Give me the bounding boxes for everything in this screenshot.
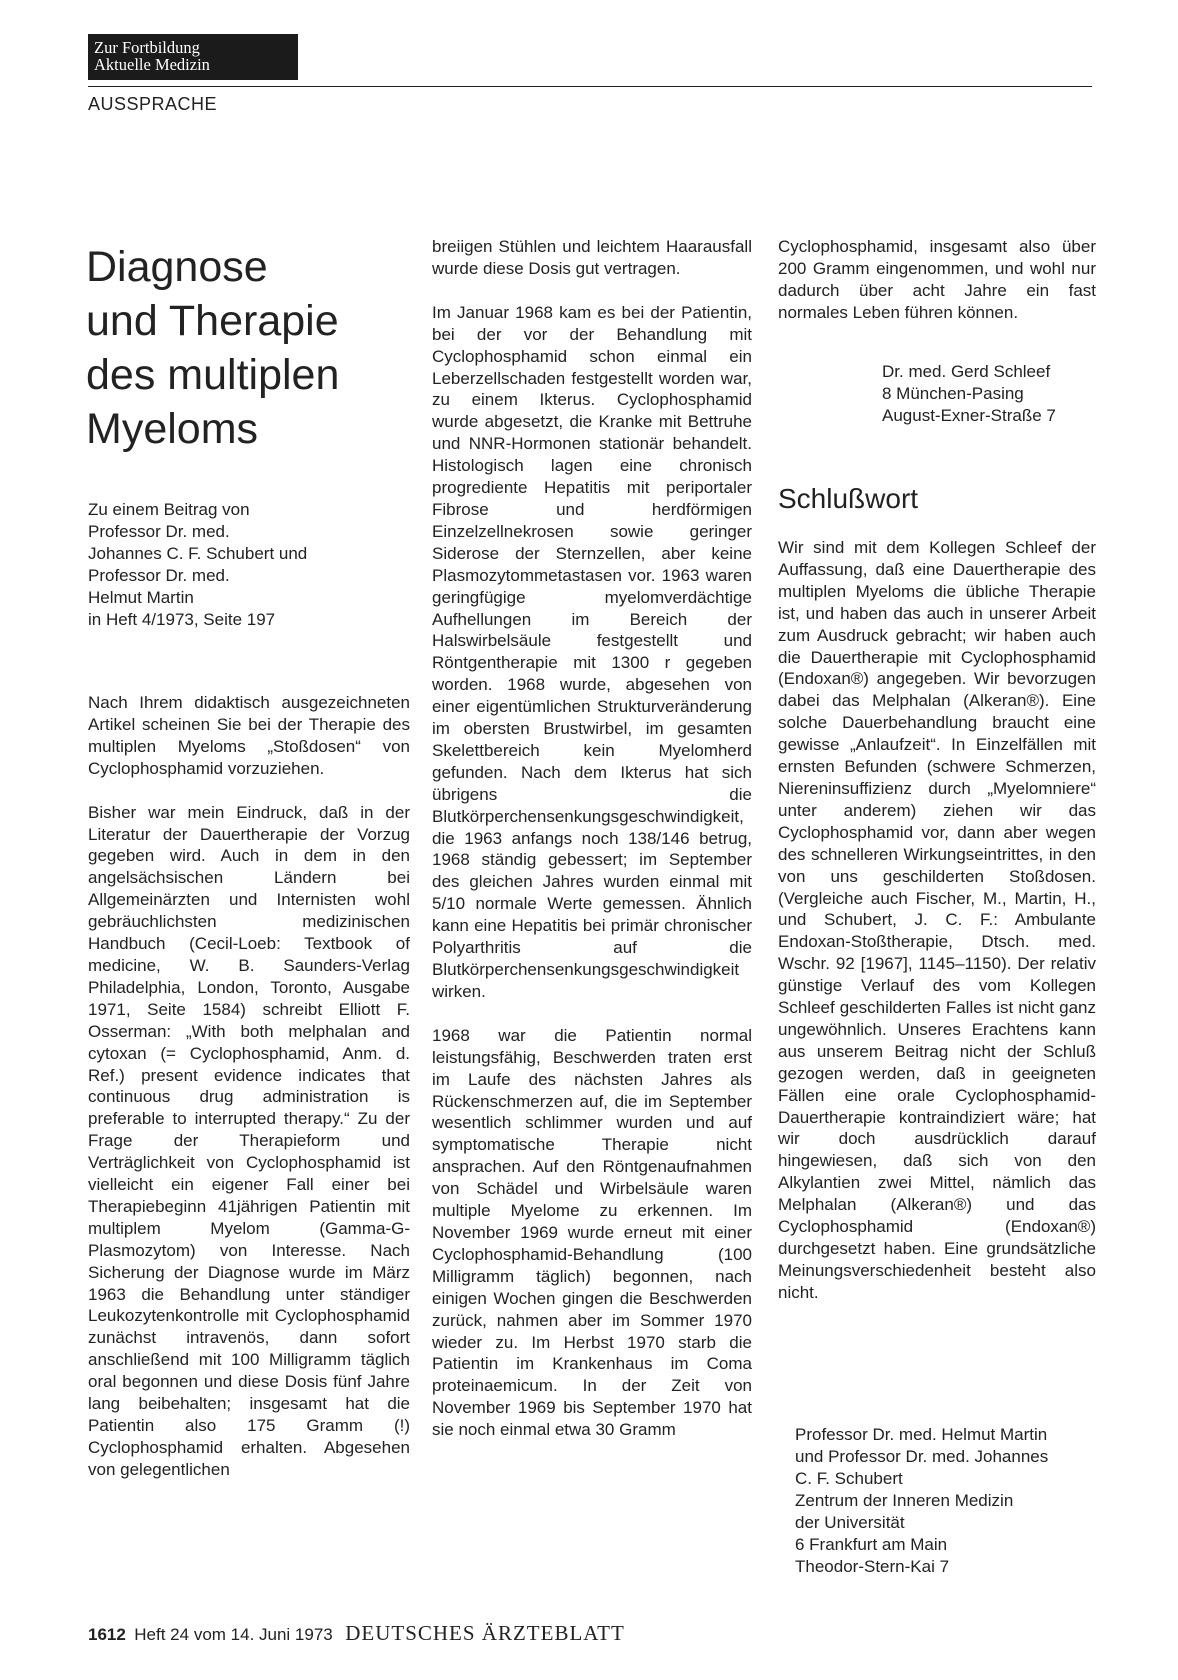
address-line: August-Exner-Straße 7 [882,406,1056,425]
journal-name: DEUTSCHES ÄRZTEBLATT [345,1621,625,1645]
body-paragraph: Im Januar 1968 kam es bei der Patientin, bei der vor der Behandlung mit Cyclophosphamid schon einmal ein Leberzellschaden festgestellt worden war, zu einem Ikterus. Cyclophosphamid wurde abgesetzt, die Kranke mit Bettruhe und NNR-Hormonen stationär behandelt. Histologisch lagen eine chronisch progrediente Hepatitis mit periportaler Fibrose und herdförmigen Einzelzellnekrosen sowie geringer Siderose der Sternzellen, aber keine Plasmozytommetastasen vor. 1963 waren geringfügige myelomverdächtige Aufhellungen im Bereich der Halswirbelsäule festgestellt und Röntgentherapie mit 1300 r gegeben worden. 1968 wurde, abgesehen von einer eigentümlichen Strukturveränderung im obersten Brustwirbel, im gesamten Skelettbereich kein Myelomherd gefunden. Nach dem Ikterus hat sich übrigens die Blutkörperchensenkungsgeschwindigkeit, die 1963 anfangs noch 138/146 betrug, 1968 ständig gebessert; im September des gleichen Jahres wurden einmal mit 5/10 normale Werte gemessen. Ähnlich kann eine Hepatitis bei primär chronischer Polyarthritis auf die Blutkörperchensenkungsgeschwindigkeit wirken. [432,302,752,1001]
column-3 [778,236,1096,324]
reference-line: Professor Dr. med. [88,566,230,585]
reply-title: Schlußwort [778,483,919,514]
address-line: und Professor Dr. med. Johannes [795,1447,1049,1466]
reference-line: Professor Dr. med. [88,522,230,541]
rubric-line-1: Zur Fortbildung [94,38,200,57]
reply-column [778,537,1096,1304]
title-line: und Therapie [86,297,339,345]
header-rule [88,86,1092,87]
page-footer [88,1621,625,1646]
title-line: Diagnose [86,243,268,291]
article-reference [88,499,410,631]
column-2 [432,236,752,1441]
reference-line: Johannes C. F. Schubert und [88,544,308,563]
reference-line: Helmut Martin [88,588,194,607]
address-line: Professor Dr. med. Helmut Martin [795,1425,1048,1444]
body-paragraph: Cyclophosphamid, insgesamt also über 200 Gramm eingenommen, und wohl nur dadurch über acht Jahre ein fast normales Leben führen können. [778,237,1096,322]
rubric-badge [88,34,298,80]
article-title [86,240,396,456]
reference-line: in Heft 4/1973, Seite 197 [88,610,276,629]
address-line: 6 Frankfurt am Main [795,1535,948,1554]
issue-info: Heft 24 vom 14. Juni 1973 [134,1625,333,1644]
body-paragraph: Nach Ihrem didaktisch ausgezeichneten Artikel scheinen Sie bei der Therapie des multiplen Myeloms „Stoßdosen“ von Cyclophosphamid vorzuziehen. [88,693,410,778]
body-paragraph: Wir sind mit dem Kollegen Schleef der Auffassung, daß eine Dauertherapie des multiplen Myeloms die übliche Therapie ist, und haben das auch in unserer Arbeit zum Ausdruck gebracht; wir haben auch die Dauertherapie mit Cyclophosphamid (Endoxan®) angegeben. Wir bevorzugen dabei das Melphalan (Alkeran®). Eine solche Dauerbehandlung braucht eine gewisse „Anlaufzeit“. In Einzelfällen mit ernsten Befunden (schwere Schmerzen, Niereninsuffizienz durch „Myelomniere“ unter anderem) ziehen wir das Cyclophosphamid vor, dann aber wegen des schnelleren Wirkungseintrittes, in den von uns geschilderten Stoßdosen. (Vergleiche auch Fischer, M., Martin, H., und Schubert, J. C. F.: Ambulante Endoxan-Stoßtherapie, Dtsch. med. Wschr. 92 [1967], 1145–1150). Der relativ günstige Verlauf des vom Kollegen Schleef geschilderten Falles ist nicht ganz ungewöhnlich. Unseres Erachtens kann aus unserem Beitrag nicht der Schluß gezogen werden, daß in geeigneten Fällen eine orale Cyclophosphamid-Dauertherapie kontraindiziert wäre; hat wir doch ausdrücklich darauf hingewiesen, daß sich von den Alkylantien zwei Mittel, nämlich das Melphalan (Alkeran®) und das Cyclophosphamid (Endoxan®) durchgesetzt haben. Eine grundsätzliche Meinungsverschiedenheit besteht also nicht. [778,538,1096,1302]
body-paragraph: Bisher war mein Eindruck, daß in der Literatur der Dauertherapie der Vorzug gegeben wird. Auch in dem in den angelsächsischen Ländern bei Allgemeinärzten und Internisten wohl gebräuchlichsten medizinischen Handbuch (Cecil-Loeb: Textbook of medicine, W. B. Saunders-Verlag Philadelphia, London, Toronto, Ausgabe 1971, Seite 1584) schreibt Elliott F. Osserman: „With both melphalan and cytoxan (= Cyclophosphamid, Anm. d. Ref.) present evidence indicates that continuous drug administration is preferable to interrupted therapy.“ Zu der Frage der Therapieform und Verträglichkeit von Cyclophosphamid ist vielleicht ein eigener Fall einer bei Therapiebeginn 41jährigen Patientin mit multiplem Myelom (Gamma-G-Plasmozytom) von Interesse. Nach Sicherung der Diagnose wurde im März 1963 die Behandlung unter ständiger Leukozytenkontrolle mit Cyclophosphamid zunächst intravenös, dann sofort anschließend mit 100 Milligramm täglich oral begonnen und diese Dosis fünf Jahre lang beibehalten; insgesamt hat die Patientin also 175 Gramm (!) Cyclophosphamid erhalten. Abgesehen von gelegentlichen [88,802,410,1479]
address-line: C. F. Schubert [795,1469,903,1488]
body-paragraph: breiigen Stühlen und leichtem Haarausfall wurde diese Dosis gut vertragen. [432,237,752,278]
letter-author-address [882,361,1056,427]
address-line: Dr. med. Gerd Schleef [882,362,1051,381]
title-line: Myeloms [86,405,259,453]
column-1 [88,692,410,1481]
body-paragraph: 1968 war die Patientin normal leistungsfähig, Beschwerden traten erst im Laufe des nächsten Jahres als Rückenschmerzen auf, die im September wesentlich schlimmer wurden und auf symptomatische Therapie nicht ansprachen. Auf den Röntgenaufnahmen von Schädel und Wirbelsäule waren multiple Myelome zu erkennen. Im November 1969 wurde erneut mit einer Cyclophosphamid-Behandlung (100 Milligramm täglich) begonnen, nach einigen Wochen gingen die Beschwerden zurück, nahmen aber im Sommer 1970 wieder zu. Im Herbst 1970 starb die Patientin im Krankenhaus im Coma proteinaemicum. In der Zeit von November 1969 bis September 1970 hat sie noch einmal etwa 30 Gramm [432,1025,752,1440]
title-line: des multiplen [86,351,340,399]
address-line: der Universität [795,1513,905,1532]
rubric-line-2: Aktuelle Medizin [94,55,210,74]
reference-line: Zu einem Beitrag von [88,500,250,519]
address-line: Theodor-Stern-Kai 7 [795,1557,950,1576]
address-line: 8 München-Pasing [882,384,1024,403]
address-line: Zentrum der Inneren Medizin [795,1491,1014,1510]
section-label: AUSSPRACHE [88,94,218,114]
page-number: 1612 [88,1625,126,1644]
reply-authors-address [795,1424,1048,1578]
